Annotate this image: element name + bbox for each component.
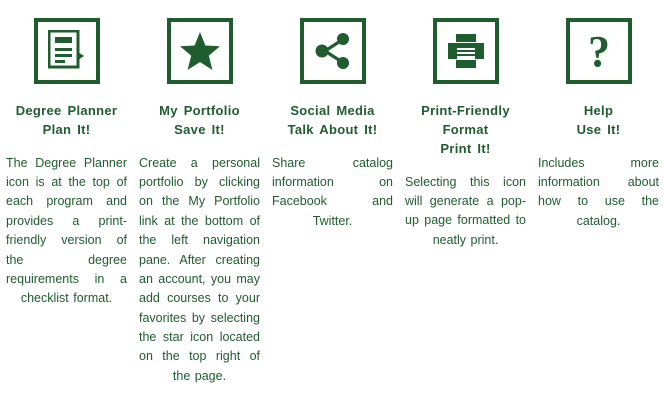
svg-text:?: ? (587, 30, 610, 72)
degree-planner-document-icon (48, 30, 86, 72)
degree-planner-icon-box[interactable] (34, 18, 100, 84)
printer-icon (446, 32, 486, 70)
feature-description: Create a personal portfolio by clicking on the My Portfolio link at the bottom of the left navigation pane. After creating an account, you may add courses to your favorites by selecting the star icon located on the top right of the page. (139, 155, 260, 383)
question-mark-icon (582, 30, 616, 72)
feature-description: Share catalog information on Facebook and Twitter. (272, 155, 393, 228)
feature-tagline: Print It! (440, 140, 491, 156)
feature-tagline: Plan It! (42, 121, 91, 137)
share-icon (314, 32, 352, 70)
feature-title: My Portfolio (159, 103, 240, 118)
feature-print-friendly (399, 18, 532, 250)
feature-tagline: Use It! (576, 121, 621, 137)
feature-degree-planner (0, 18, 133, 309)
feature-help (532, 18, 665, 231)
feature-description: Selecting this icon will generate a pop-up page formatted to neatly print. (405, 174, 526, 247)
feature-title: Social Media (290, 103, 375, 118)
star-icon (179, 31, 221, 71)
feature-social-media (266, 18, 399, 231)
feature-title: Print-Friendly Format (421, 103, 510, 137)
feature-title: Help (583, 103, 614, 118)
feature-description: Includes more information about how to use the catalog. (538, 155, 659, 228)
feature-my-portfolio (133, 18, 266, 386)
feature-tagline: Save It! (174, 121, 225, 137)
feature-tagline: Talk About It! (287, 121, 378, 137)
print-friendly-icon-box[interactable] (433, 18, 499, 84)
my-portfolio-icon-box[interactable] (167, 18, 233, 84)
help-icon-box[interactable] (566, 18, 632, 84)
feature-description: The Degree Planner icon is at the top of each program and provides a print-friendly version of the degree requirements in a checklist format. (6, 155, 127, 306)
feature-title: Degree Planner (15, 103, 118, 118)
social-media-icon-box[interactable] (300, 18, 366, 84)
